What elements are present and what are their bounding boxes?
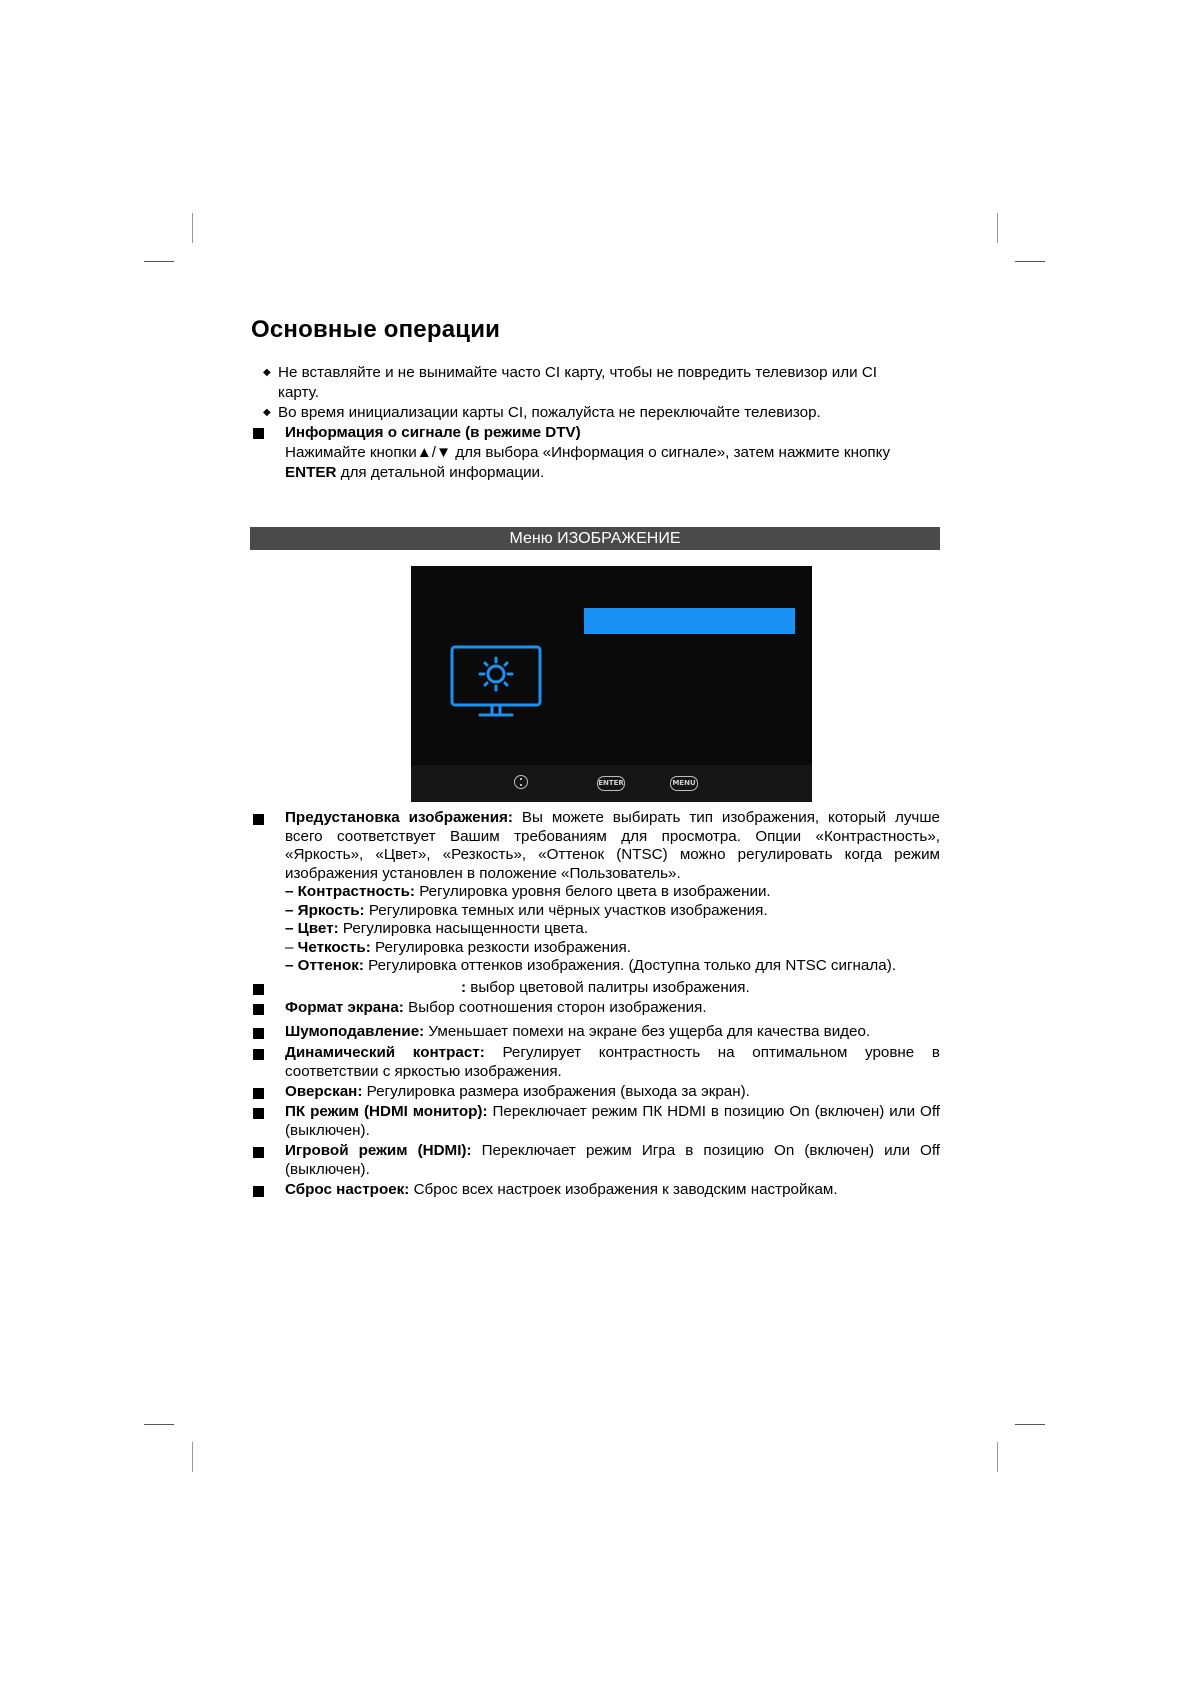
square-bullet-icon [253,1004,264,1015]
sub-text: Регулировка насыщенности цвета. [338,920,589,937]
bullet-text: карту. [278,384,319,401]
square-bullet-icon [253,1147,264,1158]
signal-info-block [285,423,890,483]
item-text: Переключает режим Игра в позицию On (включен) или Off (выключен). [285,1142,941,1178]
item-reset [285,1181,940,1200]
item-text: Регулирует контрастность на оптимальном уровне в соответствии с яркостью изображения. [285,1044,940,1080]
crop-mark [192,1442,193,1472]
tv-menu-screenshot [411,566,812,802]
page-title: Основные операции [251,316,501,343]
menu-highlight-bar [584,608,795,634]
enter-key-icon: ENTER [597,776,625,791]
sub-text: Регулировка темных или чёрных участков изображения. [364,901,768,919]
item-label: Шумоподавление: [285,1023,425,1040]
square-bullet-icon [253,1186,264,1197]
item-text: Уменьшает помехи на экране без ущерба для качества видео. [424,1023,871,1040]
item-label: : [461,979,467,996]
diamond-bullet-icon: ◆ [263,367,271,378]
item-label: Формат экрана: [285,999,404,1016]
item-game-mode [285,1142,940,1179]
crop-mark [997,1442,998,1472]
tv-menu-footer [411,765,812,802]
item-text: выбор цветовой палитры изображения. [466,979,750,996]
sub-text: Регулировка уровня белого цвета в изображении. [414,883,771,900]
square-bullet-icon [253,1028,264,1039]
crop-mark [1015,261,1045,262]
monitor-brightness-icon [449,644,545,720]
item-label: Оверскан: [285,1083,363,1100]
sub-item-sharpness [285,939,940,958]
item-dynamic-contrast [285,1044,940,1081]
crop-mark [144,261,174,262]
sub-label: – Оттенок: [285,957,364,974]
square-bullet-icon [253,428,264,439]
sub-item-tint [285,957,940,976]
item-text: Регулировка размера изображения (выхода за экран). [362,1083,750,1100]
menu-key-icon: MENU [670,776,698,791]
item-aspect-ratio [285,999,940,1018]
item-noise-reduction [285,1023,940,1042]
crop-mark [192,213,193,243]
sub-item-contrast [285,883,940,902]
signal-info-heading: Информация о сигнале (в режиме DTV) [285,424,581,441]
square-bullet-icon [253,1088,264,1099]
item-pc-mode [285,1103,940,1140]
sub-label: Четкость: [297,938,371,956]
item-label: Сброс настроек: [285,1181,410,1198]
square-bullet-icon [253,814,264,825]
sub-label: – Контрастность: [285,883,415,900]
nav-updown-icon [514,775,528,789]
item-text: Сброс всех настроек изображения к заводским настройкам. [409,1181,838,1198]
section-header-picture-menu: Меню ИЗОБРАЖЕНИЕ [250,527,940,550]
sub-item-color [285,920,940,939]
enter-key-label: ENTER [285,464,337,481]
item-text: Вы можете выбирать тип изображения, который лучше всего соответствует Вашим требованиям для просмотра. Опции «Контрастность», «Яркость», «Цвет», «Резкость», «Оттенок (NTSC) можно регулировать когда режим изображения установлен в положение «Пользователь». [285,809,940,882]
crop-mark [1015,1424,1045,1425]
item-label: Динамический контраст: [285,1044,485,1061]
sub-dash: – [285,938,298,956]
item-text: Выбор соотношения сторон изображения. [403,999,707,1016]
item-label: Игровой режим (HDMI): [285,1142,472,1159]
bullet-text: Во время инициализации карты CI, пожалуйста не переключайте телевизор. [278,404,821,421]
square-bullet-icon [253,1049,264,1060]
sub-label: – Яркость: [285,901,365,919]
sub-label: – Цвет: [285,920,339,937]
item-picture-preset [285,809,940,976]
sub-item-brightness [285,902,940,921]
sub-text: Регулировка оттенков изображения. (Доступна только для NTSC сигнала). [363,957,896,974]
item-text: Переключает режим ПК HDMI в позицию On (включен) или Off (выключен). [285,1103,940,1139]
signal-info-text-after: для детальной информации. [336,464,545,481]
crop-mark [997,213,998,243]
item-overscan [285,1083,940,1102]
bullet-ci-1 [278,363,877,403]
item-color-palette [285,979,940,998]
square-bullet-icon [253,984,264,995]
square-bullet-icon [253,1108,264,1119]
item-label: ПК режим (HDMI монитор): [285,1103,488,1120]
bullet-ci-2 [278,403,821,423]
signal-info-text: Нажимайте кнопки▲/▼ для выбора «Информация о сигнале», затем нажмите кнопку [285,444,891,461]
sub-text: Регулировка резкости изображения. [370,938,631,956]
bullet-text: Не вставляйте и не вынимайте часто CI карту, чтобы не повредить телевизор или CI [278,364,878,381]
item-label: Предустановка изображения: [285,809,513,826]
crop-mark [144,1424,174,1425]
diamond-bullet-icon: ◆ [263,407,271,418]
